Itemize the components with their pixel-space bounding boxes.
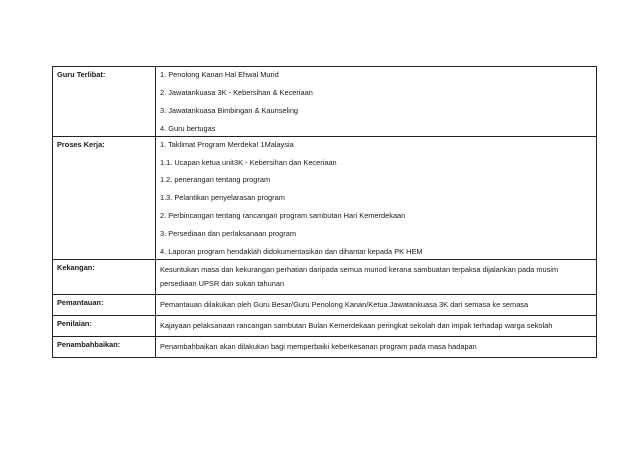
row-paragraph: Penambahbaikan akan dilakukan bagi memperbaiki keberkesanan program pada masa hadapan bbox=[160, 342, 477, 352]
table-row-pemantauan bbox=[53, 295, 597, 316]
row-label: Kekangan: bbox=[53, 260, 156, 295]
table-row-guru-terlibat bbox=[53, 67, 597, 137]
row-label: Penambahbaikan: bbox=[53, 337, 156, 358]
row-value-list bbox=[156, 67, 597, 137]
list-item: 2. Jawatankuasa 3K - Kebersihan & Keceriaan bbox=[160, 87, 313, 97]
row-label: Pemantauan: bbox=[53, 295, 156, 316]
list-item: 1.1. Ucapan ketua unit3K - Kebersihan dan Keceriaan bbox=[160, 157, 337, 167]
row-value-text bbox=[156, 260, 597, 295]
list-item: 1. Taklimat Program Merdeka! 1Malaysia bbox=[160, 139, 294, 149]
list-item: 4. Guru bertugas bbox=[160, 123, 216, 133]
row-value-text bbox=[156, 316, 597, 337]
table-row-proses-kerja bbox=[53, 136, 597, 259]
row-label: Proses Kerja: bbox=[53, 136, 156, 259]
row-label: Penilaian: bbox=[53, 316, 156, 337]
list-item: 1.2. penerangan tentang program bbox=[160, 175, 271, 185]
list-item: 2. Perbincangan tentang rancangan program sambutan Hari Kemerdekaan bbox=[160, 211, 406, 221]
row-paragraph: Kesuntukan masa dan kekurangan perhatian daripada semua muriod kerana sambuatan terpaksa dijalankan pada musim persediaan UPSR dan sukan tahunan bbox=[160, 265, 559, 289]
row-paragraph: Pemantauan dilakukan oleh Guru Besar/Guru Penolong Kanan/Ketua Jawatankuasa 3K dari semasa ke semasa bbox=[160, 300, 529, 310]
row-paragraph: Kajayaan pelaksanaan rancangan sambutan Bulan Kemerdekaan peringkat sekolah dan impak terhadap warga sekolah bbox=[160, 321, 553, 331]
table-row-penambahbaikan bbox=[53, 337, 597, 358]
row-value-text bbox=[156, 337, 597, 358]
list-item: 3. Persediaan dan perlaksanaan program bbox=[160, 229, 296, 238]
list-item: 4. Laporan program hendaklah didokumentasikan dan dihantar kepada PK HEM bbox=[160, 246, 423, 256]
list-item: 1.3. Pelantikan penyelarasan program bbox=[160, 193, 285, 203]
list-item: 1. Penolong Kanan Hal Ehwal Murid bbox=[160, 70, 279, 79]
table-row-kekangan bbox=[53, 260, 597, 295]
row-label: Guru Terlibat: bbox=[53, 67, 156, 137]
row-value-text bbox=[156, 295, 597, 316]
table-row-penilaian bbox=[53, 316, 597, 337]
row-value-list bbox=[156, 136, 597, 259]
list-item: 3. Jawatankuasa Bimbingan & Kaunseling bbox=[160, 105, 299, 115]
program-report-table bbox=[52, 66, 597, 358]
